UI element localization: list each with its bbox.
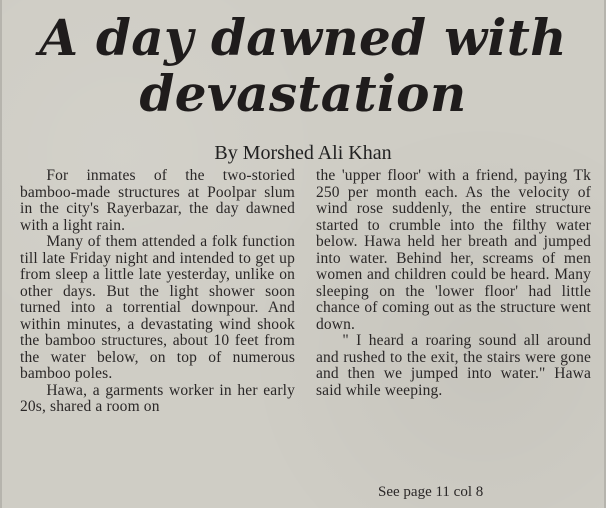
left-paragraph-3: Hawa, a garments worker in her early 20s, shared a room on (20, 381, 295, 415)
right-column (316, 168, 591, 399)
continuation-reference: See page 11 col 8 (378, 484, 484, 500)
left-column (20, 168, 295, 416)
headline-line-2: devastation (139, 64, 467, 123)
article-body (20, 167, 591, 508)
right-paragraph-2: " I heard a roaring sound all around and rushed to the exit, the stairs were gone and then we jumped into water." Hawa said while weeping. (316, 332, 591, 399)
left-paragraph-2: Many of them attended a folk function till late Friday night and intended to get up from sleep a little late yesterday, unlike on other days. But the light shower soon turned into a torrential downpour. And within minutes, a devastating wind shook the bamboo structures, about 10 feet from the water below, on top of numerous bamboo poles. (20, 233, 295, 382)
article-byline: By Morshed Ali Khan (214, 142, 392, 164)
right-paragraph-1: the 'upper floor' with a friend, paying Tk 250 per month each. As the velocity of wind rose suddenly, the entire structure started to crumble into the filthy water below. Hawa held her breath and jumped into water. Behind her, screams of men women and children could be heard. Many sleeping on the 'lower floor' had little chance of coming out as the structure went down. (316, 167, 591, 333)
headline-line-1: A day dawned with (39, 8, 567, 67)
article-headline (2, 0, 604, 122)
left-paragraph-1: For inmates of the two-storied bamboo-made structures at Poolpar slum in the city's Rayerbazar, the day dawned with a light rain. (20, 167, 295, 234)
